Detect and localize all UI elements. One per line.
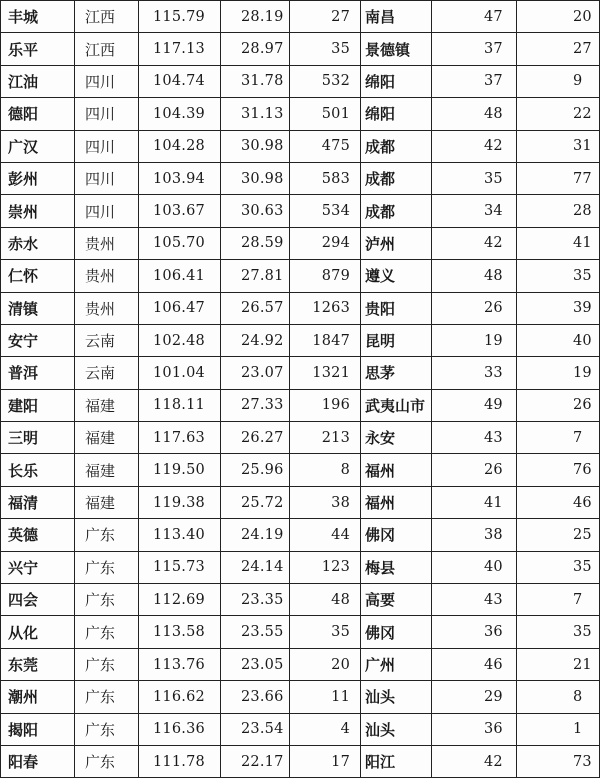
province-cell: 四川: [75, 162, 139, 194]
longitude-cell: 118.11: [139, 389, 221, 421]
ref-station-cell: 福州: [361, 454, 432, 486]
ref-station-cell: 思茅: [361, 357, 432, 389]
value-a-cell: 42: [432, 130, 517, 162]
table-row: [1, 324, 600, 356]
table-row: [1, 681, 600, 713]
longitude-cell: 104.28: [139, 130, 221, 162]
altitude-cell: 27: [290, 1, 361, 33]
province-cell: 四川: [75, 130, 139, 162]
city-cell: 英德: [1, 519, 75, 551]
longitude-cell: 112.69: [139, 584, 221, 616]
value-b-cell: 22: [517, 98, 600, 130]
province-cell: 贵州: [75, 227, 139, 259]
ref-station-cell: 汕头: [361, 681, 432, 713]
ref-station-cell: 梅县: [361, 551, 432, 583]
province-cell: 福建: [75, 389, 139, 421]
value-a-cell: 35: [432, 162, 517, 194]
altitude-cell: 48: [290, 584, 361, 616]
table-row: [1, 227, 600, 259]
value-a-cell: 19: [432, 324, 517, 356]
latitude-cell: 24.19: [221, 519, 290, 551]
latitude-cell: 31.78: [221, 65, 290, 97]
value-b-cell: 28: [517, 195, 600, 227]
ref-station-cell: 南昌: [361, 1, 432, 33]
value-b-cell: 20: [517, 1, 600, 33]
value-a-cell: 34: [432, 195, 517, 227]
altitude-cell: 38: [290, 486, 361, 518]
altitude-cell: 20: [290, 648, 361, 680]
value-b-cell: 7: [517, 422, 600, 454]
ref-station-cell: 阳江: [361, 745, 432, 777]
province-cell: 福建: [75, 486, 139, 518]
latitude-cell: 23.35: [221, 584, 290, 616]
province-cell: 广东: [75, 551, 139, 583]
ref-station-cell: 佛冈: [361, 519, 432, 551]
longitude-cell: 103.94: [139, 162, 221, 194]
city-cell: 东莞: [1, 648, 75, 680]
latitude-cell: 28.59: [221, 227, 290, 259]
city-cell: 四会: [1, 584, 75, 616]
value-b-cell: 27: [517, 33, 600, 65]
value-b-cell: 8: [517, 681, 600, 713]
province-cell: 广东: [75, 616, 139, 648]
table-row: [1, 519, 600, 551]
province-cell: 广东: [75, 584, 139, 616]
value-b-cell: 77: [517, 162, 600, 194]
value-a-cell: 37: [432, 65, 517, 97]
value-a-cell: 46: [432, 648, 517, 680]
value-a-cell: 26: [432, 454, 517, 486]
province-cell: 江西: [75, 33, 139, 65]
province-cell: 贵州: [75, 292, 139, 324]
province-cell: 四川: [75, 195, 139, 227]
longitude-cell: 106.41: [139, 260, 221, 292]
ref-station-cell: 汕头: [361, 713, 432, 745]
longitude-cell: 113.58: [139, 616, 221, 648]
latitude-cell: 30.98: [221, 130, 290, 162]
latitude-cell: 23.66: [221, 681, 290, 713]
latitude-cell: 26.57: [221, 292, 290, 324]
value-b-cell: 46: [517, 486, 600, 518]
longitude-cell: 105.70: [139, 227, 221, 259]
table-row: [1, 1, 600, 33]
latitude-cell: 22.17: [221, 745, 290, 777]
latitude-cell: 25.96: [221, 454, 290, 486]
latitude-cell: 23.55: [221, 616, 290, 648]
altitude-cell: 35: [290, 616, 361, 648]
value-b-cell: 26: [517, 389, 600, 421]
ref-station-cell: 福州: [361, 486, 432, 518]
city-cell: 安宁: [1, 324, 75, 356]
city-cell: 建阳: [1, 389, 75, 421]
latitude-cell: 31.13: [221, 98, 290, 130]
ref-station-cell: 成都: [361, 195, 432, 227]
city-cell: 广汉: [1, 130, 75, 162]
value-b-cell: 40: [517, 324, 600, 356]
ref-station-cell: 绵阳: [361, 98, 432, 130]
table-row: [1, 551, 600, 583]
table-row: [1, 33, 600, 65]
table-row: [1, 292, 600, 324]
table-row: [1, 648, 600, 680]
ref-station-cell: 景德镇: [361, 33, 432, 65]
latitude-cell: 23.54: [221, 713, 290, 745]
city-cell: 揭阳: [1, 713, 75, 745]
province-cell: 云南: [75, 324, 139, 356]
table-row: [1, 745, 600, 777]
value-b-cell: 35: [517, 616, 600, 648]
city-cell: 乐平: [1, 33, 75, 65]
table-row: [1, 422, 600, 454]
table-row: [1, 389, 600, 421]
city-cell: 赤水: [1, 227, 75, 259]
province-cell: 江西: [75, 1, 139, 33]
value-a-cell: 43: [432, 584, 517, 616]
altitude-cell: 1847: [290, 324, 361, 356]
table-row: [1, 454, 600, 486]
value-b-cell: 73: [517, 745, 600, 777]
latitude-cell: 27.81: [221, 260, 290, 292]
value-a-cell: 38: [432, 519, 517, 551]
province-cell: 福建: [75, 454, 139, 486]
longitude-cell: 117.63: [139, 422, 221, 454]
latitude-cell: 30.98: [221, 162, 290, 194]
value-a-cell: 49: [432, 389, 517, 421]
value-a-cell: 36: [432, 713, 517, 745]
latitude-cell: 26.27: [221, 422, 290, 454]
value-a-cell: 29: [432, 681, 517, 713]
altitude-cell: 196: [290, 389, 361, 421]
longitude-cell: 106.47: [139, 292, 221, 324]
altitude-cell: 44: [290, 519, 361, 551]
city-cell: 崇州: [1, 195, 75, 227]
province-cell: 贵州: [75, 260, 139, 292]
longitude-cell: 116.36: [139, 713, 221, 745]
altitude-cell: 213: [290, 422, 361, 454]
table-body: [1, 1, 600, 778]
altitude-cell: 294: [290, 227, 361, 259]
ref-station-cell: 昆明: [361, 324, 432, 356]
table-row: [1, 195, 600, 227]
latitude-cell: 24.92: [221, 324, 290, 356]
city-cell: 从化: [1, 616, 75, 648]
altitude-cell: 534: [290, 195, 361, 227]
value-a-cell: 26: [432, 292, 517, 324]
table-row: [1, 130, 600, 162]
longitude-cell: 117.13: [139, 33, 221, 65]
table-row: [1, 260, 600, 292]
value-a-cell: 42: [432, 227, 517, 259]
value-a-cell: 42: [432, 745, 517, 777]
ref-station-cell: 武夷山市: [361, 389, 432, 421]
longitude-cell: 111.78: [139, 745, 221, 777]
ref-station-cell: 成都: [361, 130, 432, 162]
table-row: [1, 584, 600, 616]
latitude-cell: 28.97: [221, 33, 290, 65]
city-cell: 普洱: [1, 357, 75, 389]
ref-station-cell: 广州: [361, 648, 432, 680]
value-b-cell: 31: [517, 130, 600, 162]
city-cell: 长乐: [1, 454, 75, 486]
ref-station-cell: 高要: [361, 584, 432, 616]
longitude-cell: 113.40: [139, 519, 221, 551]
longitude-cell: 102.48: [139, 324, 221, 356]
altitude-cell: 475: [290, 130, 361, 162]
table-row: [1, 98, 600, 130]
ref-station-cell: 成都: [361, 162, 432, 194]
ref-station-cell: 遵义: [361, 260, 432, 292]
province-cell: 四川: [75, 98, 139, 130]
table-row: [1, 357, 600, 389]
table-row: [1, 162, 600, 194]
altitude-cell: 583: [290, 162, 361, 194]
city-cell: 三明: [1, 422, 75, 454]
longitude-cell: 116.62: [139, 681, 221, 713]
ref-station-cell: 贵阳: [361, 292, 432, 324]
latitude-cell: 27.33: [221, 389, 290, 421]
value-b-cell: 1: [517, 713, 600, 745]
longitude-cell: 103.67: [139, 195, 221, 227]
value-a-cell: 33: [432, 357, 517, 389]
longitude-cell: 101.04: [139, 357, 221, 389]
city-cell: 仁怀: [1, 260, 75, 292]
value-a-cell: 36: [432, 616, 517, 648]
value-b-cell: 35: [517, 260, 600, 292]
altitude-cell: 123: [290, 551, 361, 583]
latitude-cell: 30.63: [221, 195, 290, 227]
city-cell: 清镇: [1, 292, 75, 324]
ref-station-cell: 泸州: [361, 227, 432, 259]
value-a-cell: 47: [432, 1, 517, 33]
latitude-cell: 28.19: [221, 1, 290, 33]
table-row: [1, 713, 600, 745]
province-cell: 广东: [75, 519, 139, 551]
longitude-cell: 115.73: [139, 551, 221, 583]
latitude-cell: 24.14: [221, 551, 290, 583]
city-cell: 阳春: [1, 745, 75, 777]
altitude-cell: 17: [290, 745, 361, 777]
ref-station-cell: 永安: [361, 422, 432, 454]
latitude-cell: 23.07: [221, 357, 290, 389]
city-cell: 江油: [1, 65, 75, 97]
province-cell: 广东: [75, 648, 139, 680]
value-a-cell: 41: [432, 486, 517, 518]
table-row: [1, 616, 600, 648]
table-row: [1, 486, 600, 518]
longitude-cell: 115.79: [139, 1, 221, 33]
value-b-cell: 76: [517, 454, 600, 486]
altitude-cell: 532: [290, 65, 361, 97]
value-b-cell: 35: [517, 551, 600, 583]
city-cell: 兴宁: [1, 551, 75, 583]
altitude-cell: 4: [290, 713, 361, 745]
value-a-cell: 43: [432, 422, 517, 454]
province-cell: 福建: [75, 422, 139, 454]
province-cell: 广东: [75, 681, 139, 713]
province-cell: 四川: [75, 65, 139, 97]
value-a-cell: 48: [432, 260, 517, 292]
province-cell: 云南: [75, 357, 139, 389]
value-a-cell: 48: [432, 98, 517, 130]
value-a-cell: 40: [432, 551, 517, 583]
province-cell: 广东: [75, 713, 139, 745]
latitude-cell: 23.05: [221, 648, 290, 680]
altitude-cell: 8: [290, 454, 361, 486]
value-b-cell: 25: [517, 519, 600, 551]
longitude-cell: 119.50: [139, 454, 221, 486]
city-cell: 德阳: [1, 98, 75, 130]
value-a-cell: 37: [432, 33, 517, 65]
ref-station-cell: 佛冈: [361, 616, 432, 648]
city-cell: 潮州: [1, 681, 75, 713]
altitude-cell: 1263: [290, 292, 361, 324]
longitude-cell: 104.74: [139, 65, 221, 97]
altitude-cell: 35: [290, 33, 361, 65]
province-cell: 广东: [75, 745, 139, 777]
value-b-cell: 39: [517, 292, 600, 324]
city-cell: 彭州: [1, 162, 75, 194]
altitude-cell: 879: [290, 260, 361, 292]
table-row: [1, 65, 600, 97]
altitude-cell: 501: [290, 98, 361, 130]
ref-station-cell: 绵阳: [361, 65, 432, 97]
value-b-cell: 19: [517, 357, 600, 389]
value-b-cell: 21: [517, 648, 600, 680]
latitude-cell: 25.72: [221, 486, 290, 518]
value-b-cell: 41: [517, 227, 600, 259]
value-b-cell: 7: [517, 584, 600, 616]
longitude-cell: 104.39: [139, 98, 221, 130]
longitude-cell: 113.76: [139, 648, 221, 680]
city-cell: 丰城: [1, 1, 75, 33]
altitude-cell: 11: [290, 681, 361, 713]
value-b-cell: 9: [517, 65, 600, 97]
altitude-cell: 1321: [290, 357, 361, 389]
longitude-cell: 119.38: [139, 486, 221, 518]
city-cell: 福清: [1, 486, 75, 518]
